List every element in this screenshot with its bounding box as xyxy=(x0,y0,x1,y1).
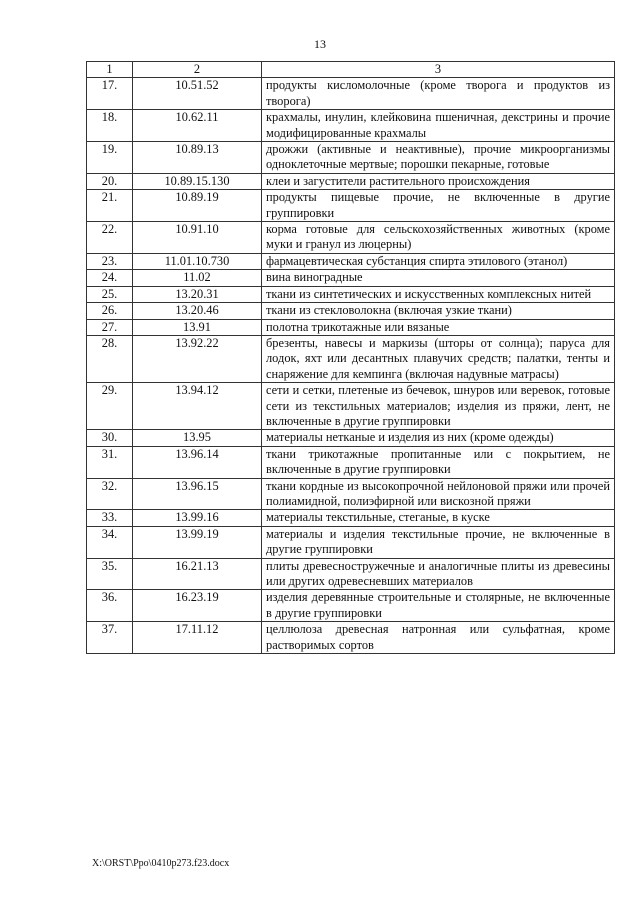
product-description-cell: материалы и изделия текстильные прочие, не включенные в другие группировки xyxy=(262,526,615,558)
product-description-cell: вина виноградные xyxy=(262,270,615,286)
row-number-cell: 22. xyxy=(87,222,133,254)
table-row xyxy=(87,590,615,622)
table-row xyxy=(87,222,615,254)
table-row xyxy=(87,173,615,189)
row-number-cell: 29. xyxy=(87,383,133,430)
okpd-code-cell: 13.96.15 xyxy=(133,478,262,510)
okpd-code-cell: 11.02 xyxy=(133,270,262,286)
okpd-code-cell: 13.96.14 xyxy=(133,446,262,478)
okpd-code-cell: 16.21.13 xyxy=(133,558,262,590)
row-number-cell: 18. xyxy=(87,110,133,142)
table-row xyxy=(87,430,615,446)
product-description-cell: продукты кисломолочные (кроме творога и продуктов из творога) xyxy=(262,78,615,110)
row-number-cell: 36. xyxy=(87,590,133,622)
page-number: 13 xyxy=(314,37,326,51)
table-row xyxy=(87,558,615,590)
table-row xyxy=(87,446,615,478)
product-description-cell: сети и сетки, плетеные из бечевок, шнуров или веревок, готовые сети из текстильных материалов; изделия из пряжи, лент, не включенные в другие группировки xyxy=(262,383,615,430)
product-description-cell: материалы нетканые и изделия из них (кроме одежды) xyxy=(262,430,615,446)
product-description-cell: клеи и загустители растительного происхождения xyxy=(262,173,615,189)
product-description-cell: продукты пищевые прочие, не включенные в другие группировки xyxy=(262,190,615,222)
okpd-code-cell: 10.89.13 xyxy=(133,142,262,174)
table-row xyxy=(87,110,615,142)
table-row xyxy=(87,335,615,382)
table-body xyxy=(87,62,615,654)
table-row xyxy=(87,303,615,319)
row-number-cell: 32. xyxy=(87,478,133,510)
file-path-footer: X:\ORST\Ppo\0410p273.f23.docx xyxy=(92,858,230,869)
row-number-cell: 25. xyxy=(87,286,133,302)
row-number-cell: 30. xyxy=(87,430,133,446)
table-row xyxy=(87,526,615,558)
table-row xyxy=(87,319,615,335)
okpd-code-cell: 10.62.11 xyxy=(133,110,262,142)
okpd-code-cell: 13.91 xyxy=(133,319,262,335)
table-row xyxy=(87,142,615,174)
row-number-cell: 23. xyxy=(87,253,133,269)
table-row xyxy=(87,270,615,286)
row-number-cell: 26. xyxy=(87,303,133,319)
product-description-cell: ткани из синтетических и искусственных комплексных нитей xyxy=(262,286,615,302)
product-description-cell: брезенты, навесы и маркизы (шторы от солнца); паруса для лодок, яхт или десантных плавучих средств; палатки, тенты и снаряжение для кемпинга (включая надувные матрасы) xyxy=(262,335,615,382)
table-row xyxy=(87,383,615,430)
table-row xyxy=(87,286,615,302)
row-number-cell: 17. xyxy=(87,78,133,110)
products-table xyxy=(86,61,615,654)
table-row xyxy=(87,478,615,510)
okpd-code-cell: 13.99.16 xyxy=(133,510,262,526)
header-col-1: 1 xyxy=(87,62,133,78)
row-number-cell: 35. xyxy=(87,558,133,590)
row-number-cell: 27. xyxy=(87,319,133,335)
table-row xyxy=(87,190,615,222)
product-description-cell: крахмалы, инулин, клейковина пшеничная, декстрины и прочие модифицированные крахмалы xyxy=(262,110,615,142)
product-description-cell: целлюлоза древесная натронная или сульфатная, кроме растворимых сортов xyxy=(262,622,615,654)
product-description-cell: дрожжи (активные и неактивные), прочие микроорганизмы одноклеточные мертвые; порошки пекарные, готовые xyxy=(262,142,615,174)
okpd-code-cell: 10.91.10 xyxy=(133,222,262,254)
table-row xyxy=(87,622,615,654)
row-number-cell: 37. xyxy=(87,622,133,654)
product-description-cell: плиты древесностружечные и аналогичные плиты из древесины или других одревесневших материалов xyxy=(262,558,615,590)
header-col-3: 3 xyxy=(262,62,615,78)
product-description-cell: полотна трикотажные или вязаные xyxy=(262,319,615,335)
header-col-2: 2 xyxy=(133,62,262,78)
product-description-cell: изделия деревянные строительные и столярные, не включенные в другие группировки xyxy=(262,590,615,622)
okpd-code-cell: 13.20.31 xyxy=(133,286,262,302)
okpd-code-cell: 10.89.15.130 xyxy=(133,173,262,189)
row-number-cell: 24. xyxy=(87,270,133,286)
table-row xyxy=(87,253,615,269)
product-description-cell: ткани кордные из высокопрочной нейлоновой пряжи или прочей полиамидной, полиэфирной или вискозной пряжи xyxy=(262,478,615,510)
product-description-cell: материалы текстильные, стеганые, в куске xyxy=(262,510,615,526)
okpd-code-cell: 10.89.19 xyxy=(133,190,262,222)
okpd-code-cell: 11.01.10.730 xyxy=(133,253,262,269)
table-header-row xyxy=(87,62,615,78)
okpd-code-cell: 17.11.12 xyxy=(133,622,262,654)
row-number-cell: 20. xyxy=(87,173,133,189)
row-number-cell: 21. xyxy=(87,190,133,222)
okpd-code-cell: 13.94.12 xyxy=(133,383,262,430)
product-description-cell: ткани трикотажные пропитанные или с покрытием, не включенные в другие группировки xyxy=(262,446,615,478)
okpd-code-cell: 13.95 xyxy=(133,430,262,446)
okpd-code-cell: 13.99.19 xyxy=(133,526,262,558)
okpd-code-cell: 13.20.46 xyxy=(133,303,262,319)
okpd-code-cell: 10.51.52 xyxy=(133,78,262,110)
row-number-cell: 19. xyxy=(87,142,133,174)
okpd-code-cell: 16.23.19 xyxy=(133,590,262,622)
table-row xyxy=(87,78,615,110)
row-number-cell: 31. xyxy=(87,446,133,478)
table-row xyxy=(87,510,615,526)
row-number-cell: 28. xyxy=(87,335,133,382)
okpd-code-cell: 13.92.22 xyxy=(133,335,262,382)
product-description-cell: фармацевтическая субстанция спирта этилового (этанол) xyxy=(262,253,615,269)
product-description-cell: корма готовые для сельскохозяйственных животных (кроме муки и гранул из люцерны) xyxy=(262,222,615,254)
row-number-cell: 33. xyxy=(87,510,133,526)
row-number-cell: 34. xyxy=(87,526,133,558)
product-description-cell: ткани из стекловолокна (включая узкие ткани) xyxy=(262,303,615,319)
